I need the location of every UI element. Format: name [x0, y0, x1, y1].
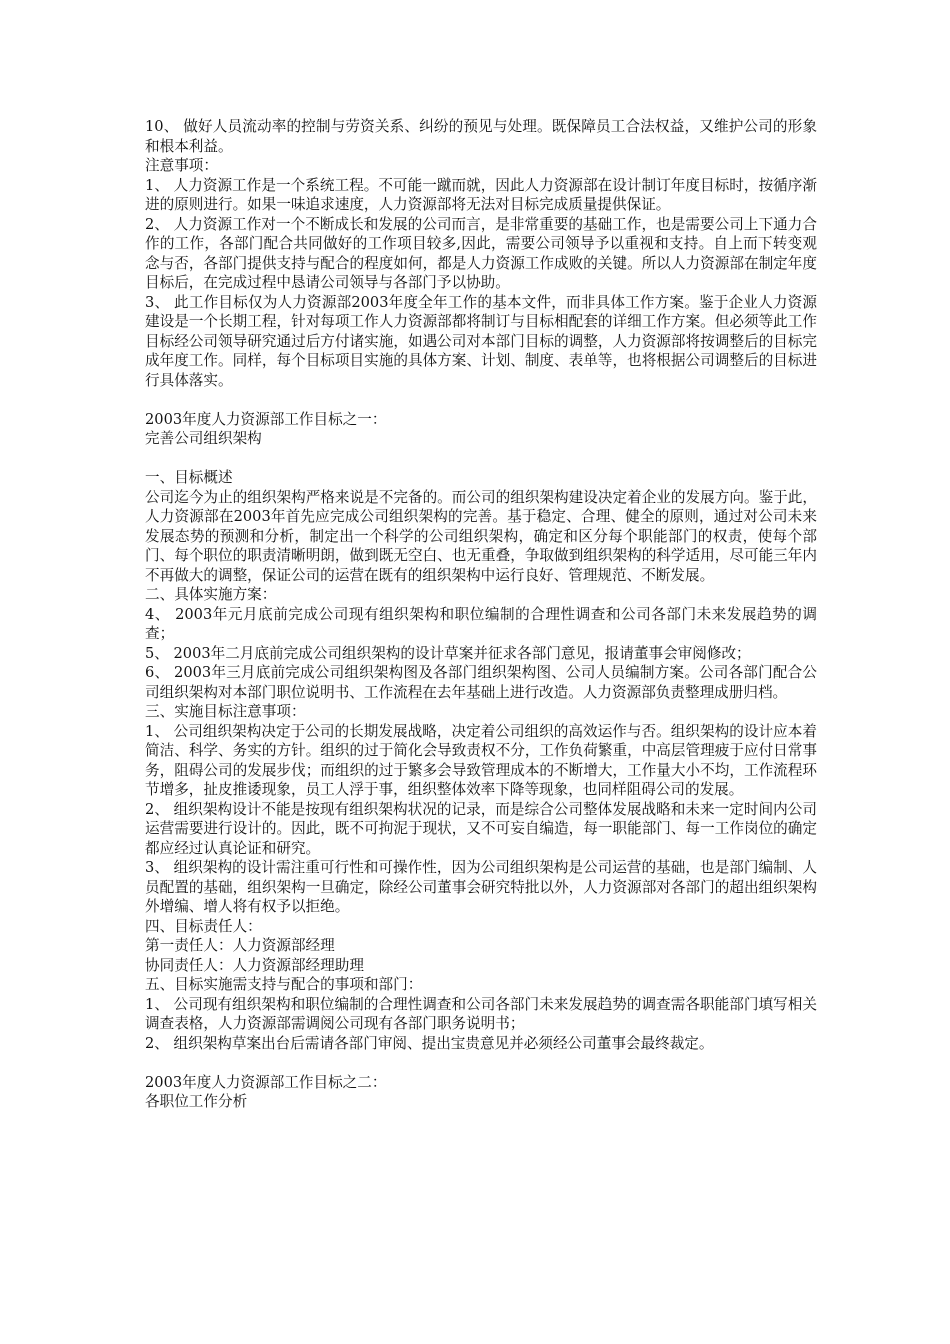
- blank-line: [145, 390, 817, 410]
- paragraph: 公司迄今为止的组织架构严格来说是不完备的。而公司的组织架构建设决定着企业的发展方向。鉴于此，人力资源部在2003年首先应完成公司组织架构的完善。基于稳定、合理、健全的原则，通过对公司未来发展态势的预测和分析，制定出一个科学的公司组织架构，确定和区分每个职能部门的权责，使每个部门、每个职位的职责清晰明朗，做到既无空白、也无重叠，争取做到组织架构的科学适用，尽可能三年内不再做大的调整，保证公司的运营在既有的组织架构中运行良好、管理规范、不断发展。: [145, 488, 817, 584]
- paragraph: 1、 公司现有组织架构和职位编制的合理性调查和公司各部门未来发展趋势的调查需各职能部门填写相关调查表格，人力资源部需调阅公司现有各部门职务说明书；: [145, 995, 817, 1032]
- paragraph: 完善公司组织架构: [145, 430, 262, 447]
- paragraph: 2003年度人力资源部工作目标之二：: [145, 1073, 387, 1091]
- paragraph: 一、目标概述: [145, 469, 233, 486]
- blank-line: [145, 449, 817, 469]
- paragraph: 2、 组织架构草案出台后需请各部门审阅、提出宝贵意见并必须经公司董事会最终裁定。: [145, 1034, 714, 1052]
- paragraph: 第一责任人：人力资源部经理: [145, 937, 335, 954]
- paragraph: 3、 此工作目标仅为人力资源部2003年度全年工作的基本文件，而非具体工作方案。鉴于企业人力资源建设是一个长期工程，针对每项工作人力资源部都将制订与目标相配套的详细工作方案。但必须等此工作目标经公司领导研究通过后方付诸实施，如遇公司对本部门目标的调整，人力资源部将按调整后的目标完成年度工作。同样，每个目标项目实施的具体方案、计划、制度、表单等，也将根据公司调整后的目标进行具体落实。: [145, 293, 817, 389]
- paragraph: 5、 2003年二月底前完成公司组织架构的设计草案并征求各部门意见，报请董事会审阅修改；: [145, 644, 751, 662]
- paragraph: 四、目标责任人：: [145, 917, 262, 935]
- blank-line: [145, 1053, 817, 1073]
- paragraph: 1、 公司组织架构决定于公司的长期发展战略，决定着公司组织的高效运作与否。组织架构的设计应本着简洁、科学、务实的方针。组织的过于简化会导致责权不分，工作负荷繁重，中高层管理疲于应付日常事务，阻碍公司的发展步伐；而组织的过于繁多会导致管理成本的不断增大，工作量大小不均，工作流程环节增多，扯皮推诿现象，员工人浮于事，组织整体效率下降等现象，也同样阻碍公司的发展。: [145, 722, 817, 798]
- paragraph: 注意事项：: [145, 157, 218, 174]
- paragraph: 3、 组织架构的设计需注重可行性和可操作性，因为公司组织架构是公司运营的基础，也是部门编制、人员配置的基础，组织架构一旦确定，除经公司董事会研究特批以外，人力资源部对各部门的超出组织架构外增编、增人将有权予以拒绝。: [145, 859, 817, 915]
- paragraph: 2、 组织架构设计不能是按现有组织架构状况的记录，而是综合公司整体发展战略和未来一定时间内公司运营需要进行设计的。因此，既不可拘泥于现状，又不可妄自编造，每一职能部门、每一工作岗位的确定都应经过认真论证和研究。: [145, 800, 817, 857]
- document-body: [145, 117, 817, 1112]
- paragraph: 各职位工作分析: [145, 1093, 248, 1110]
- paragraph: 6、 2003年三月底前完成公司组织架构图及各部门组织架构图、公司人员编制方案。公司各部门配合公司组织架构对本部门职位说明书、工作流程在去年基础上进行改造。人力资源部负责整理成册归档。: [145, 664, 817, 701]
- paragraph: 2003年度人力资源部工作目标之一：: [145, 410, 387, 428]
- paragraph: 1、 人力资源工作是一个系统工程。不可能一蹴而就，因此人力资源部在设计制订年度目标时，按循序渐进的原则进行。如果一味追求速度，人力资源部将无法对目标完成质量提供保证。: [145, 176, 817, 213]
- paragraph: 二、具体实施方案：: [145, 586, 277, 603]
- paragraph: 4、 2003年元月底前完成公司现有组织架构和职位编制的合理性调查和公司各部门未来发展趋势的调查；: [145, 605, 817, 642]
- paragraph: 三、实施目标注意事项：: [145, 703, 306, 720]
- paragraph: 五、目标实施需支持与配合的事项和部门：: [145, 976, 423, 993]
- paragraph: 协同责任人：人力资源部经理助理: [145, 956, 364, 974]
- paragraph: 10、 做好人员流动率的控制与劳资关系、纠纷的预见与处理。既保障员工合法权益，又维护公司的形象和根本利益。: [145, 118, 817, 155]
- paragraph: 2、 人力资源工作对一个不断成长和发展的公司而言，是非常重要的基础工作，也是需要公司上下通力合作的工作，各部门配合共同做好的工作项目较多,因此，需要公司领导予以重视和支持。自上而下转变观念与否，各部门提供支持与配合的程度如何，都是人力资源工作成败的关键。所以人力资源部在制定年度目标后，在完成过程中恳请公司领导与各部门予以协助。: [145, 215, 817, 291]
